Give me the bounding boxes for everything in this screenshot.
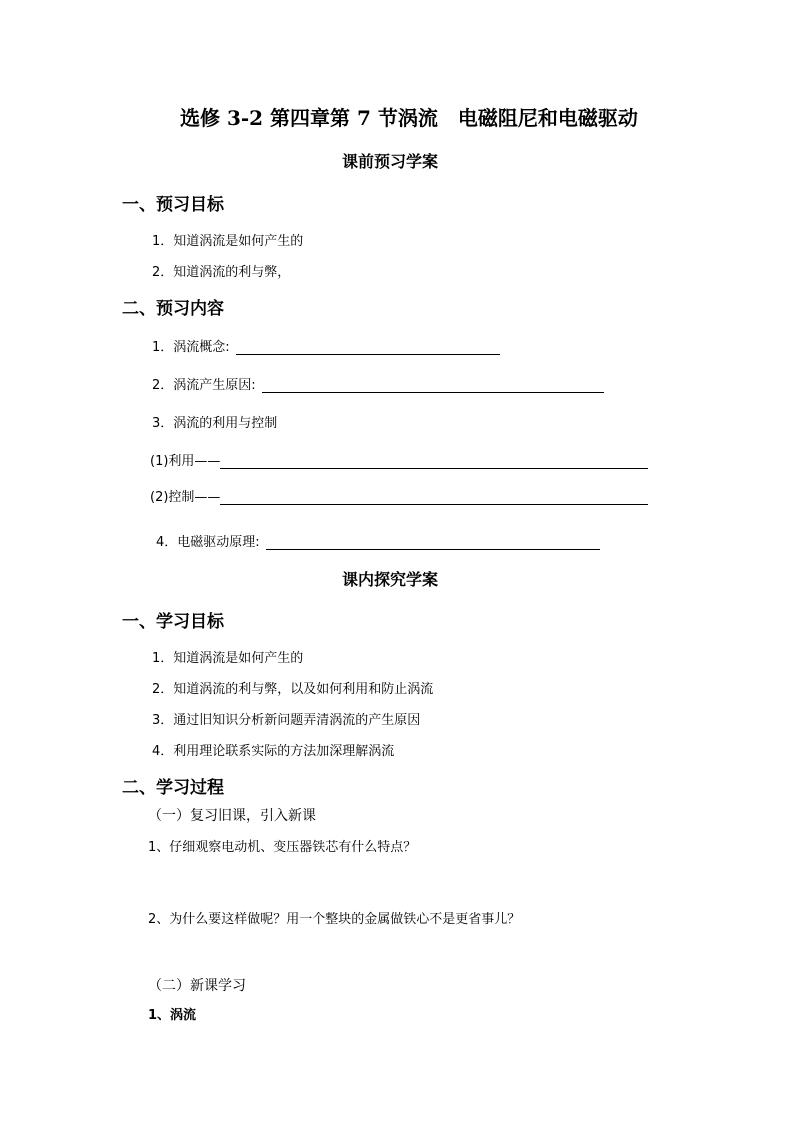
fill-blank-control [150, 486, 648, 505]
document-title: 选修 3-2 第四章第 7 节涡流 电磁阻尼和电磁驱动 [180, 106, 638, 130]
inclass-goal-1: 1．知道涡流是如何产生的 [152, 651, 304, 666]
fill-item-use-control: 3．涡流的利用与控制 [152, 416, 278, 431]
preview-goals-heading: 一、预习目标 [122, 195, 224, 215]
fill-label: 2．涡流产生原因: [152, 378, 256, 393]
blank-line[interactable] [262, 380, 604, 393]
preview-content-heading: 二、预习内容 [122, 299, 224, 319]
blank-line[interactable] [220, 492, 648, 505]
inclass-goal-2: 2．知道涡流的利与弊，以及如何利用和防止涡流 [152, 682, 434, 697]
fill-blank-cause [152, 374, 604, 393]
fill-label: 1．涡流概念: [152, 340, 230, 355]
blank-line[interactable] [220, 456, 648, 469]
question-1: 1、仔细观察电动机、变压器铁芯有什么特点？ [148, 840, 417, 855]
section-heading-inclass: 课内探究学案 [342, 570, 439, 589]
inclass-goals-heading: 一、学习目标 [122, 612, 224, 632]
fill-blank-drive [156, 531, 600, 550]
fill-blank-use [150, 450, 648, 469]
fill-label: (1)利用—— [150, 454, 221, 469]
process-heading: 二、学习过程 [122, 778, 224, 798]
review-heading: （一）复习旧课，引入新课 [148, 808, 316, 824]
blank-line[interactable] [266, 537, 600, 550]
fill-label: 4．电磁驱动原理: [156, 535, 260, 550]
section-heading-preview: 课前预习学案 [342, 152, 439, 171]
new-lesson-heading: （二）新课学习 [148, 978, 246, 994]
inclass-goal-4: 4．利用理论联系实际的方法加深理解涡流 [152, 744, 395, 759]
question-2: 2、为什么要这样做呢？用一个整块的金属做铁心不是更省事儿？ [148, 912, 521, 927]
preview-goal-1: 1．知道涡流是如何产生的 [152, 234, 304, 249]
fill-label: (2)控制—— [150, 490, 221, 505]
preview-goal-2: 2．知道涡流的利与弊， [152, 265, 291, 280]
inclass-goal-3: 3．通过旧知识分析新问题弄清涡流的产生原因 [152, 713, 421, 728]
fill-blank-concept [152, 336, 500, 355]
topic-eddy-current: 1、涡流 [148, 1008, 197, 1023]
blank-line[interactable] [236, 342, 500, 355]
